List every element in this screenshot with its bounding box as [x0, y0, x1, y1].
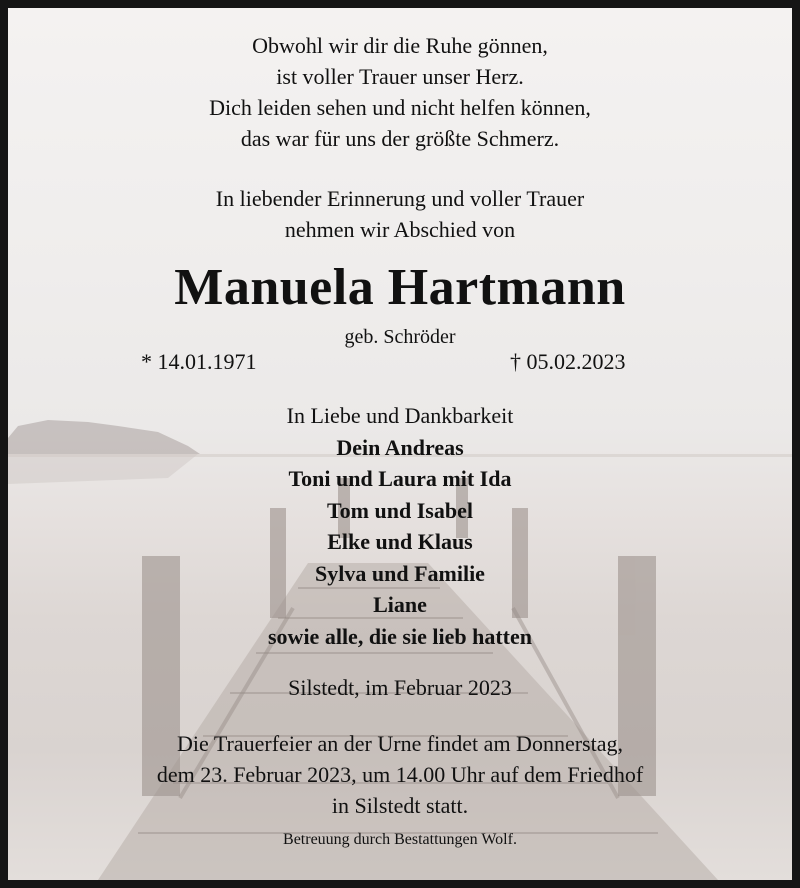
birth-date: * 14.01.1971 [141, 349, 257, 374]
death-date: † 05.02.2023 [510, 349, 626, 374]
mourner-name: Dein Andreas [336, 434, 464, 460]
maiden-name: geb. Schröder [344, 326, 456, 348]
ceremony-info [8, 728, 792, 821]
poem-line: das war für uns der größte Schmerz. [240, 126, 560, 151]
mourner-name: sowie alle, die sie lieb hatten [268, 623, 532, 649]
intro-line: In liebender Erinnerung und voller Trauer [215, 186, 585, 211]
mourners-list [8, 400, 792, 652]
poem-line: Dich leiden sehen und nicht helfen können, [209, 95, 591, 120]
mourner-name: Liane [373, 592, 427, 617]
mourner-name: Toni und Laura mit Ida [288, 466, 512, 491]
ceremony-line: in Silstedt statt. [331, 793, 469, 818]
ceremony-line: Die Trauerfeier an der Urne findet am Donnerstag, [177, 731, 623, 756]
undertaker-note: Betreuung durch Bestattungen Wolf. [283, 831, 517, 848]
intro-text [8, 183, 792, 245]
mourner-name: Elke und Klaus [327, 529, 473, 554]
ceremony-line: dem 23. Februar 2023, um 14.00 Uhr auf dem Friedhof [156, 762, 644, 787]
poem-line: ist voller Trauer unser Herz. [276, 64, 524, 89]
place-date: Silstedt, im Februar 2023 [288, 675, 512, 700]
mourner-name: Sylva und Familie [315, 560, 485, 586]
poem [8, 30, 792, 154]
deceased-name: Manuela Hartmann [174, 259, 626, 316]
mourners-intro: In Liebe und Dankbarkeit [286, 403, 514, 428]
mourner-name: Tom und Isabel [327, 497, 473, 523]
intro-line: nehmen wir Abschied von [284, 217, 516, 242]
poem-line: Obwohl wir dir die Ruhe gönnen, [252, 33, 548, 58]
